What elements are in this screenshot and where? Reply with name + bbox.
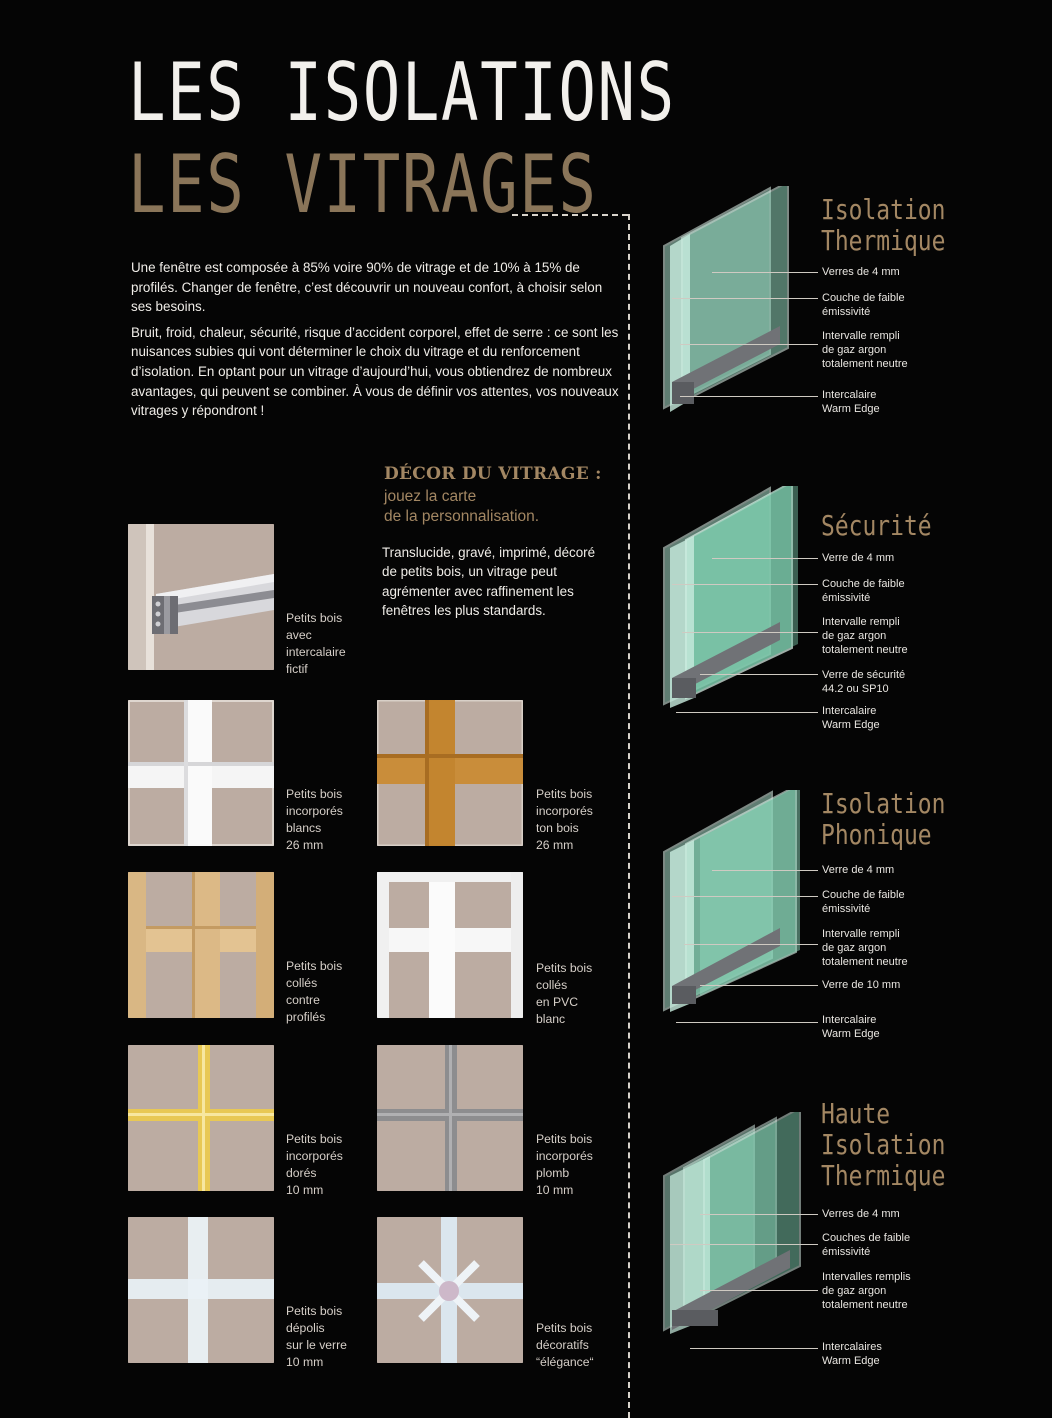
caption-depolis [286, 1303, 376, 1371]
caption-line: dépolis [286, 1321, 325, 1335]
title-line: Isolation [821, 1128, 946, 1161]
label-line: Intervalle rempli [822, 616, 900, 628]
label-couche [822, 577, 932, 605]
leader-line [700, 674, 818, 675]
caption-line: incorporés [286, 804, 343, 818]
label-line: Intervalles remplis [822, 1271, 911, 1283]
label-line: Verre de 4 mm [822, 552, 895, 564]
caption-line: collés [286, 976, 318, 990]
label-line: émissivité [822, 592, 871, 604]
tile-depolis [128, 1217, 274, 1363]
label-line: Intercalaires [822, 1341, 882, 1353]
intro-paragraph-2: Bruit, froid, chaleur, sécurité, risque d’accident corporel, effet de serre : ce sont les nuisances subies qui vont déterminer le choix du vitrage et du renforcement d’isolation. En optant pour un vitrage d’aujourd’hui, vous obtiendrez de nombreux avantages, qui peuvent se combiner. À vous de définir vos attentes, vos nouveaux vitrages y répondront ! [131, 324, 619, 419]
label-line: Verre de sécurité [822, 669, 906, 681]
caption-line: Petits bois [286, 1132, 343, 1146]
plomb-cross-image [377, 1045, 523, 1191]
caption-line: contre [286, 993, 320, 1007]
caption-line: collés [536, 978, 568, 992]
label-verre [822, 551, 932, 565]
caption-colles-profiles [286, 958, 376, 1026]
leader-line [672, 896, 818, 897]
label-verre [822, 863, 932, 877]
tile-blancs [128, 700, 274, 846]
caption-line: plomb [536, 1166, 570, 1180]
label-couche [822, 888, 932, 916]
section-title-phonique [821, 788, 945, 850]
caption-plomb [536, 1131, 626, 1199]
tile-colles-pvc [377, 872, 523, 1018]
label-couches [822, 1231, 932, 1259]
label-line: Verres de 4 mm [822, 266, 900, 278]
leader-line [712, 272, 818, 273]
caption-line: incorporés [536, 1149, 593, 1163]
label-line: totalement neutre [822, 1299, 908, 1311]
leader-line [680, 344, 818, 345]
caption-line: ton bois [536, 821, 579, 835]
caption-colles-pvc [536, 960, 626, 1028]
leader-line [690, 1348, 818, 1349]
glass-diagram-phonique [660, 790, 810, 1016]
blancs-cross-image [128, 700, 274, 846]
caption-elegance [536, 1320, 626, 1371]
leader-line [712, 558, 818, 559]
label-line: de gaz argon [822, 942, 887, 954]
decor-text: Translucide, gravé, imprimé, décoré de petits bois, un vitrage peut agrémenter avec raffinement les fenêtres les plus standards. [382, 545, 596, 619]
elegance-cross-image [377, 1217, 523, 1363]
label-line: Verre de 10 mm [822, 979, 901, 991]
title-line: Haute [821, 1097, 891, 1130]
label-line: Intervalle rempli [822, 330, 900, 342]
leader-line [672, 584, 818, 585]
decor-sub-line-2: de la personnalisation. [384, 508, 540, 525]
glass-diagram-haute-thermique [660, 1112, 810, 1338]
intro-text [131, 258, 621, 427]
label-verre-securite [822, 668, 932, 696]
tile-tonbois [377, 700, 523, 846]
caption-line: Petits bois [286, 959, 343, 973]
section-title-thermique [821, 194, 945, 256]
label-verres [822, 1207, 932, 1221]
dashed-divider-horizontal [512, 214, 628, 216]
caption-blancs [286, 786, 376, 854]
title-line: Thermique [821, 1159, 946, 1192]
label-line: Intercalaire [822, 389, 877, 401]
label-intervalles [822, 1270, 932, 1312]
caption-line: 10 mm [286, 1183, 324, 1197]
leader-line [700, 985, 818, 986]
label-line: émissivité [822, 903, 871, 915]
leader-line [682, 632, 818, 633]
caption-tonbois [536, 786, 626, 854]
label-line: Intercalaire [822, 705, 877, 717]
label-line: Couches de faible [822, 1232, 911, 1244]
section-title-haute-thermique [821, 1098, 945, 1191]
fictif-profile-image [128, 524, 274, 670]
caption-line: Petits bois [536, 961, 593, 975]
caption-fictif [286, 610, 376, 678]
tile-colles-profiles [128, 872, 274, 1018]
decor-heading: DÉCOR DU VITRAGE : [384, 464, 602, 484]
label-intercalaire [822, 1013, 932, 1041]
leader-line [700, 1290, 818, 1291]
caption-line: 10 mm [286, 1355, 324, 1369]
label-intercalaire [822, 388, 932, 416]
page-subtitle: LES VITRAGES [128, 138, 598, 231]
glass-diagram-securite [660, 486, 810, 712]
label-line: 44.2 ou SP10 [822, 683, 889, 695]
caption-line: 26 mm [286, 838, 324, 852]
label-line: de gaz argon [822, 630, 887, 642]
caption-line: fictif [286, 662, 308, 676]
label-intervalle [822, 615, 932, 657]
label-line: Warm Edge [822, 403, 880, 415]
leader-line [676, 712, 818, 713]
caption-dores [286, 1131, 376, 1199]
title-line: Sécurité [821, 509, 932, 542]
leader-line [680, 396, 818, 397]
colles-pvc-image [377, 872, 523, 1018]
depolis-cross-image [128, 1217, 274, 1363]
label-line: émissivité [822, 306, 871, 318]
title-line: Isolation [821, 193, 946, 226]
title-line: Phonique [821, 818, 932, 851]
caption-line: Petits bois [286, 611, 343, 625]
caption-line: incorporés [536, 804, 593, 818]
label-line: totalement neutre [822, 644, 908, 656]
tile-dores [128, 1045, 274, 1191]
caption-line: Petits bois [536, 787, 593, 801]
tile-elegance [377, 1217, 523, 1363]
caption-line: en PVC [536, 995, 579, 1009]
label-line: Couche de faible [822, 578, 905, 590]
caption-line: intercalaire [286, 645, 346, 659]
page-title: LES ISOLATIONS [128, 46, 676, 139]
glass-diagram-thermique [660, 186, 810, 412]
caption-line: 10 mm [536, 1183, 574, 1197]
caption-line: Petits bois [286, 1304, 343, 1318]
caption-line: Petits bois [286, 787, 343, 801]
colles-profiles-image [128, 872, 274, 1018]
label-line: Couche de faible [822, 889, 905, 901]
label-verre-10 [822, 978, 932, 992]
label-line: Warm Edge [822, 1355, 880, 1367]
caption-line: blancs [286, 821, 322, 835]
label-intercalaire [822, 704, 932, 732]
tonbois-cross-image [377, 700, 523, 846]
caption-line: blanc [536, 1012, 566, 1026]
label-line: Couche de faible [822, 292, 905, 304]
dores-cross-image [128, 1045, 274, 1191]
label-intervalle [822, 329, 932, 371]
label-line: émissivité [822, 1246, 871, 1258]
label-line: Warm Edge [822, 719, 880, 731]
label-intervalle [822, 927, 932, 969]
caption-line: décoratifs [536, 1338, 589, 1352]
intro-paragraph-1: Une fenêtre est composée à 85% voire 90% de vitrage et de 10% à 15% de profilés. Changer de fenêtre, c’est découvrir un nouveau confort, à choisir selon ses besoins. [131, 260, 603, 315]
leader-line [670, 1244, 818, 1245]
caption-line: Petits bois [536, 1321, 593, 1335]
caption-line: 26 mm [536, 838, 574, 852]
decor-subheading [384, 487, 604, 527]
label-line: de gaz argon [822, 344, 887, 356]
tile-plomb [377, 1045, 523, 1191]
label-line: Verre de 4 mm [822, 864, 895, 876]
caption-line: incorporés [286, 1149, 343, 1163]
leader-line [672, 298, 818, 299]
label-line: Intercalaire [822, 1014, 877, 1026]
section-title-securite [821, 510, 932, 541]
leader-line [684, 944, 818, 945]
label-line: Warm Edge [822, 1028, 880, 1040]
label-couche [822, 291, 932, 319]
label-verres [822, 265, 932, 279]
leader-line [676, 1022, 818, 1023]
tile-fictif [128, 524, 274, 670]
dashed-divider-vertical [628, 214, 630, 1418]
title-line: Thermique [821, 224, 946, 257]
caption-line: profilés [286, 1010, 326, 1024]
label-line: totalement neutre [822, 956, 908, 968]
leader-line [700, 1214, 818, 1215]
leader-line [712, 870, 818, 871]
label-line: Intervalle rempli [822, 928, 900, 940]
label-intercalaires [822, 1340, 932, 1368]
label-line: totalement neutre [822, 358, 908, 370]
caption-line: “élégance“ [536, 1355, 594, 1369]
caption-line: dorés [286, 1166, 317, 1180]
decor-sub-line-1: jouez la carte [384, 488, 477, 505]
label-line: de gaz argon [822, 1285, 887, 1297]
caption-line: avec [286, 628, 312, 642]
caption-line: Petits bois [536, 1132, 593, 1146]
title-line: Isolation [821, 787, 946, 820]
label-line: Verres de 4 mm [822, 1208, 900, 1220]
caption-line: sur le verre [286, 1338, 347, 1352]
